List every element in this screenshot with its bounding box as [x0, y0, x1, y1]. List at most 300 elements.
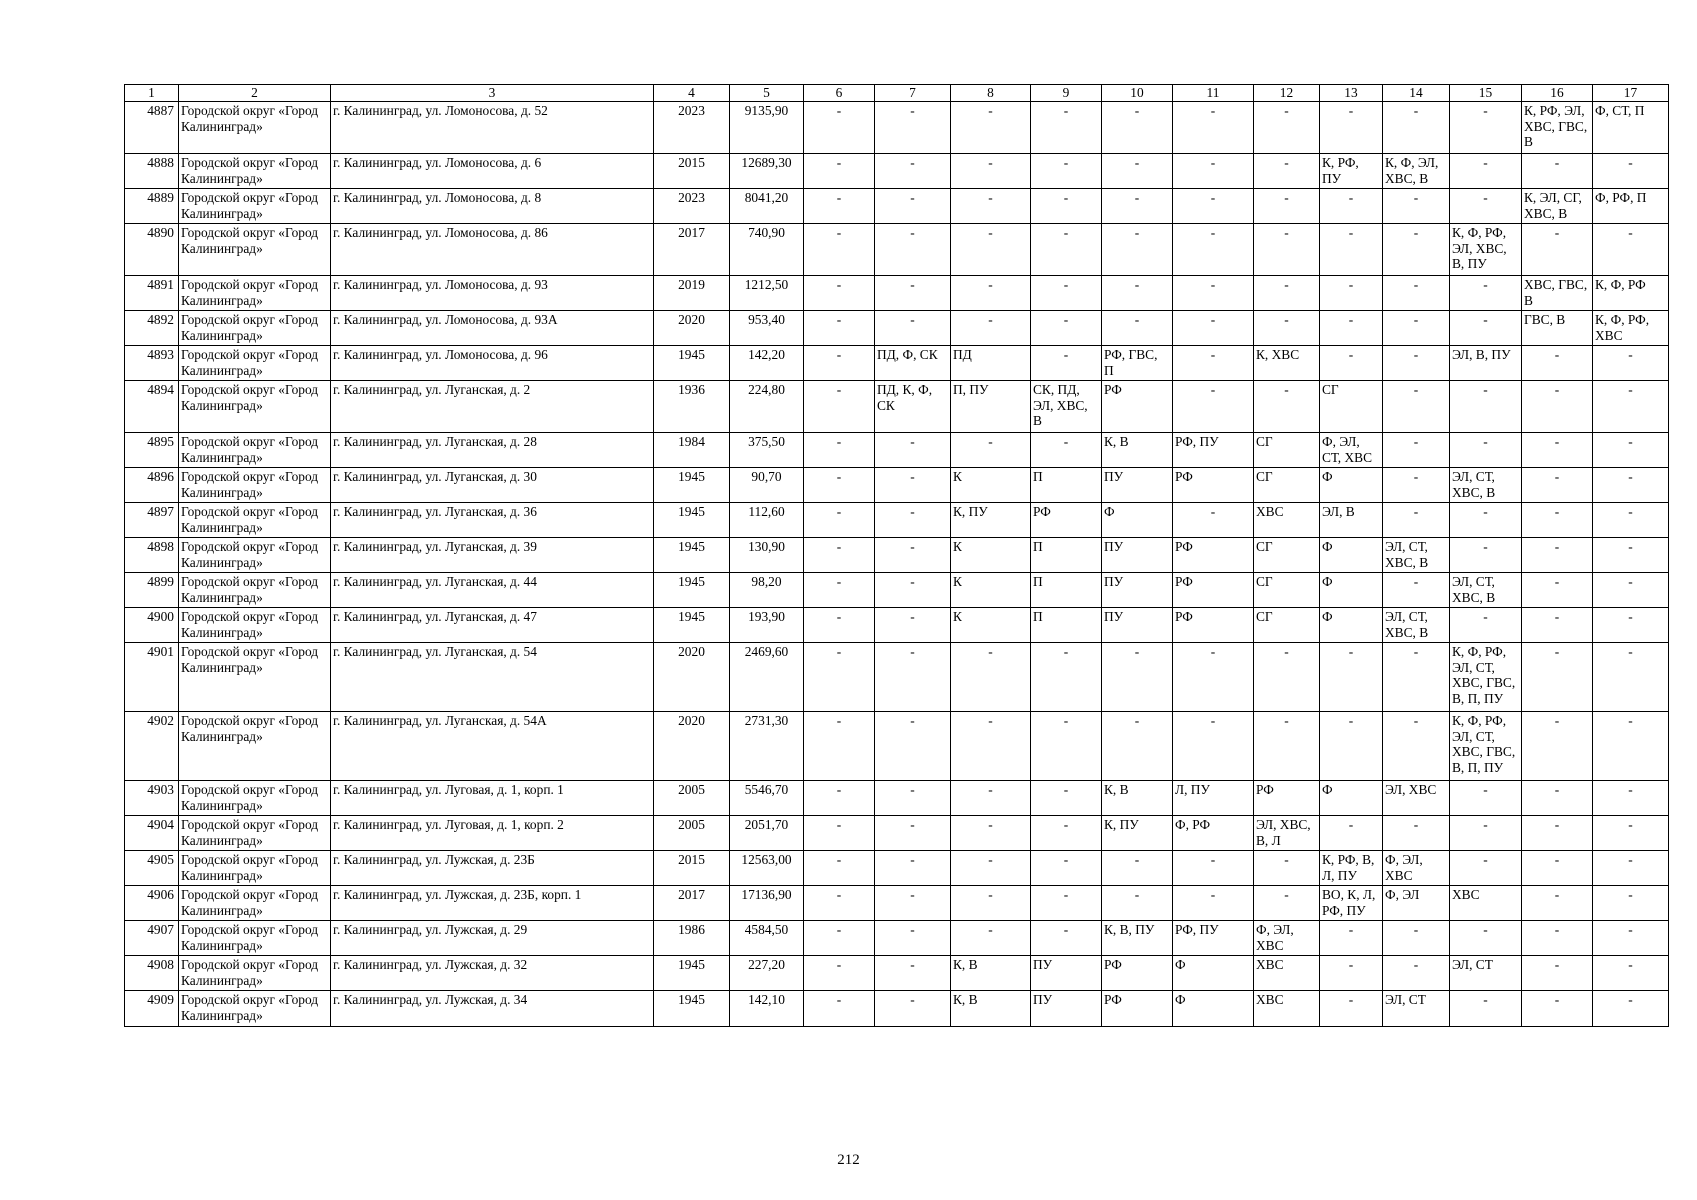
- cell-col-12: -: [1254, 154, 1320, 189]
- cell-col-9: -: [1031, 311, 1102, 346]
- cell-col-4: 2020: [654, 712, 730, 781]
- cell-col-2: Городской округ «Город Калининград»: [179, 991, 331, 1027]
- cell-col-11: -: [1173, 189, 1254, 224]
- cell-col-10: -: [1102, 311, 1173, 346]
- cell-col-4: 1945: [654, 956, 730, 991]
- cell-col-16: -: [1522, 921, 1593, 956]
- cell-col-15: К, Ф, РФ, ЭЛ, СТ, ХВС, ГВС, В, П, ПУ: [1450, 643, 1522, 712]
- cell-col-10: -: [1102, 276, 1173, 311]
- cell-col-10: Ф: [1102, 503, 1173, 538]
- cell-col-11: -: [1173, 154, 1254, 189]
- cell-col-13: Ф: [1320, 573, 1383, 608]
- column-header-5: 5: [730, 85, 804, 102]
- cell-col-14: -: [1383, 468, 1450, 503]
- cell-col-14: -: [1383, 921, 1450, 956]
- cell-col-9: -: [1031, 816, 1102, 851]
- cell-col-11: -: [1173, 224, 1254, 276]
- cell-col-17: -: [1593, 781, 1669, 816]
- cell-col-16: -: [1522, 224, 1593, 276]
- cell-col-12: ХВС: [1254, 503, 1320, 538]
- column-header-16: 16: [1522, 85, 1593, 102]
- cell-col-11: -: [1173, 851, 1254, 886]
- cell-col-3: г. Калининград, ул. Лужская, д. 23Б, корп. 1: [331, 886, 654, 921]
- cell-col-7: -: [875, 189, 951, 224]
- cell-col-11: -: [1173, 276, 1254, 311]
- cell-col-7: ПД, К, Ф, СК: [875, 381, 951, 433]
- cell-col-7: -: [875, 468, 951, 503]
- table-header: [125, 85, 1669, 102]
- table-row: [125, 433, 1669, 468]
- cell-col-9: ПУ: [1031, 956, 1102, 991]
- cell-col-2: Городской округ «Город Калининград»: [179, 956, 331, 991]
- cell-col-6: -: [804, 311, 875, 346]
- cell-col-11: РФ: [1173, 468, 1254, 503]
- cell-col-13: -: [1320, 224, 1383, 276]
- cell-col-7: -: [875, 102, 951, 154]
- cell-col-15: -: [1450, 381, 1522, 433]
- cell-col-5: 4584,50: [730, 921, 804, 956]
- cell-col-8: К, В: [951, 991, 1031, 1027]
- cell-col-1: 4905: [125, 851, 179, 886]
- cell-col-10: К, В, ПУ: [1102, 921, 1173, 956]
- cell-col-11: -: [1173, 886, 1254, 921]
- cell-col-15: -: [1450, 851, 1522, 886]
- cell-col-17: -: [1593, 921, 1669, 956]
- cell-col-7: -: [875, 503, 951, 538]
- column-header-8: 8: [951, 85, 1031, 102]
- table-row: [125, 224, 1669, 276]
- cell-col-10: К, В: [1102, 433, 1173, 468]
- column-number-row: [125, 85, 1669, 102]
- column-header-15: 15: [1450, 85, 1522, 102]
- cell-col-3: г. Калининград, ул. Ломоносова, д. 93: [331, 276, 654, 311]
- cell-col-8: К: [951, 573, 1031, 608]
- cell-col-5: 12689,30: [730, 154, 804, 189]
- cell-col-12: СГ: [1254, 573, 1320, 608]
- cell-col-5: 5546,70: [730, 781, 804, 816]
- cell-col-2: Городской округ «Город Калининград»: [179, 886, 331, 921]
- cell-col-3: г. Калининград, ул. Ломоносова, д. 86: [331, 224, 654, 276]
- cell-col-17: -: [1593, 851, 1669, 886]
- cell-col-14: -: [1383, 573, 1450, 608]
- cell-col-3: г. Калининград, ул. Лужская, д. 29: [331, 921, 654, 956]
- cell-col-15: -: [1450, 189, 1522, 224]
- cell-col-3: г. Калининград, ул. Ломоносова, д. 52: [331, 102, 654, 154]
- cell-col-17: -: [1593, 608, 1669, 643]
- cell-col-6: -: [804, 276, 875, 311]
- cell-col-2: Городской округ «Город Калининград»: [179, 538, 331, 573]
- cell-col-5: 227,20: [730, 956, 804, 991]
- cell-col-13: -: [1320, 956, 1383, 991]
- cell-col-6: -: [804, 921, 875, 956]
- cell-col-7: -: [875, 921, 951, 956]
- column-header-14: 14: [1383, 85, 1450, 102]
- cell-col-16: -: [1522, 468, 1593, 503]
- table-row: [125, 311, 1669, 346]
- cell-col-1: 4897: [125, 503, 179, 538]
- cell-col-1: 4895: [125, 433, 179, 468]
- cell-col-6: -: [804, 189, 875, 224]
- cell-col-15: К, Ф, РФ, ЭЛ, СТ, ХВС, ГВС, В, П, ПУ: [1450, 712, 1522, 781]
- column-header-7: 7: [875, 85, 951, 102]
- cell-col-9: СК, ПД, ЭЛ, ХВС, В: [1031, 381, 1102, 433]
- cell-col-12: СГ: [1254, 608, 1320, 643]
- cell-col-14: -: [1383, 346, 1450, 381]
- table-row: [125, 712, 1669, 781]
- cell-col-8: -: [951, 816, 1031, 851]
- cell-col-5: 12563,00: [730, 851, 804, 886]
- cell-col-6: -: [804, 643, 875, 712]
- cell-col-1: 4907: [125, 921, 179, 956]
- cell-col-4: 1945: [654, 538, 730, 573]
- column-header-2: 2: [179, 85, 331, 102]
- cell-col-16: -: [1522, 154, 1593, 189]
- cell-col-16: ХВС, ГВС, В: [1522, 276, 1593, 311]
- cell-col-2: Городской округ «Город Калининград»: [179, 503, 331, 538]
- cell-col-16: -: [1522, 851, 1593, 886]
- cell-col-8: -: [951, 189, 1031, 224]
- cell-col-5: 8041,20: [730, 189, 804, 224]
- cell-col-10: ПУ: [1102, 573, 1173, 608]
- cell-col-12: -: [1254, 381, 1320, 433]
- cell-col-2: Городской округ «Город Калининград»: [179, 381, 331, 433]
- table-row: [125, 468, 1669, 503]
- cell-col-17: Ф, СТ, П: [1593, 102, 1669, 154]
- cell-col-1: 4902: [125, 712, 179, 781]
- cell-col-12: СГ: [1254, 468, 1320, 503]
- cell-col-11: Ф: [1173, 956, 1254, 991]
- column-header-12: 12: [1254, 85, 1320, 102]
- cell-col-4: 1945: [654, 503, 730, 538]
- cell-col-11: -: [1173, 311, 1254, 346]
- cell-col-10: ПУ: [1102, 608, 1173, 643]
- cell-col-14: К, Ф, ЭЛ, ХВС, В: [1383, 154, 1450, 189]
- cell-col-14: -: [1383, 712, 1450, 781]
- table-row: [125, 608, 1669, 643]
- cell-col-10: -: [1102, 643, 1173, 712]
- cell-col-2: Городской округ «Город Калининград»: [179, 851, 331, 886]
- cell-col-8: -: [951, 643, 1031, 712]
- cell-col-12: ХВС: [1254, 956, 1320, 991]
- cell-col-11: РФ: [1173, 608, 1254, 643]
- cell-col-1: 4900: [125, 608, 179, 643]
- cell-col-5: 953,40: [730, 311, 804, 346]
- column-header-9: 9: [1031, 85, 1102, 102]
- cell-col-11: РФ, ПУ: [1173, 921, 1254, 956]
- cell-col-17: -: [1593, 433, 1669, 468]
- cell-col-4: 2023: [654, 189, 730, 224]
- cell-col-11: -: [1173, 503, 1254, 538]
- cell-col-13: -: [1320, 102, 1383, 154]
- cell-col-9: -: [1031, 154, 1102, 189]
- cell-col-5: 112,60: [730, 503, 804, 538]
- cell-col-7: -: [875, 538, 951, 573]
- cell-col-7: ПД, Ф, СК: [875, 346, 951, 381]
- cell-col-7: -: [875, 433, 951, 468]
- cell-col-7: -: [875, 816, 951, 851]
- cell-col-11: -: [1173, 381, 1254, 433]
- cell-col-3: г. Калининград, ул. Луганская, д. 30: [331, 468, 654, 503]
- cell-col-14: -: [1383, 503, 1450, 538]
- cell-col-16: -: [1522, 573, 1593, 608]
- table-row: [125, 538, 1669, 573]
- column-header-4: 4: [654, 85, 730, 102]
- cell-col-12: -: [1254, 851, 1320, 886]
- cell-col-7: -: [875, 956, 951, 991]
- cell-col-9: -: [1031, 643, 1102, 712]
- cell-col-8: К, ПУ: [951, 503, 1031, 538]
- cell-col-17: -: [1593, 154, 1669, 189]
- cell-col-13: -: [1320, 276, 1383, 311]
- table-row: [125, 503, 1669, 538]
- cell-col-13: Ф: [1320, 538, 1383, 573]
- cell-col-17: -: [1593, 381, 1669, 433]
- cell-col-1: 4901: [125, 643, 179, 712]
- page-number: 212: [837, 1152, 860, 1168]
- cell-col-4: 2017: [654, 224, 730, 276]
- cell-col-1: 4887: [125, 102, 179, 154]
- cell-col-1: 4892: [125, 311, 179, 346]
- cell-col-10: -: [1102, 886, 1173, 921]
- table-row: [125, 102, 1669, 154]
- cell-col-14: -: [1383, 643, 1450, 712]
- cell-col-10: -: [1102, 712, 1173, 781]
- cell-col-5: 142,20: [730, 346, 804, 381]
- cell-col-4: 2015: [654, 154, 730, 189]
- cell-col-13: -: [1320, 921, 1383, 956]
- cell-col-2: Городской округ «Город Калининград»: [179, 276, 331, 311]
- cell-col-16: -: [1522, 538, 1593, 573]
- cell-col-11: Л, ПУ: [1173, 781, 1254, 816]
- cell-col-15: ЭЛ, СТ: [1450, 956, 1522, 991]
- cell-col-1: 4898: [125, 538, 179, 573]
- cell-col-12: СГ: [1254, 538, 1320, 573]
- cell-col-8: -: [951, 154, 1031, 189]
- cell-col-5: 2731,30: [730, 712, 804, 781]
- cell-col-2: Городской округ «Город Калининград»: [179, 346, 331, 381]
- cell-col-12: ЭЛ, ХВС, В, Л: [1254, 816, 1320, 851]
- cell-col-14: -: [1383, 224, 1450, 276]
- cell-col-7: -: [875, 154, 951, 189]
- cell-col-4: 1945: [654, 573, 730, 608]
- cell-col-16: -: [1522, 991, 1593, 1027]
- cell-col-8: К: [951, 468, 1031, 503]
- cell-col-17: -: [1593, 643, 1669, 712]
- cell-col-11: РФ: [1173, 573, 1254, 608]
- cell-col-15: -: [1450, 781, 1522, 816]
- cell-col-3: г. Калининград, ул. Лужская, д. 34: [331, 991, 654, 1027]
- cell-col-8: -: [951, 224, 1031, 276]
- cell-col-9: -: [1031, 102, 1102, 154]
- cell-col-2: Городской округ «Город Калининград»: [179, 921, 331, 956]
- cell-col-6: -: [804, 781, 875, 816]
- cell-col-2: Городской округ «Город Калининград»: [179, 468, 331, 503]
- cell-col-14: ЭЛ, СТ, ХВС, В: [1383, 608, 1450, 643]
- cell-col-6: -: [804, 381, 875, 433]
- cell-col-15: К, Ф, РФ, ЭЛ, ХВС, В, ПУ: [1450, 224, 1522, 276]
- cell-col-8: -: [951, 851, 1031, 886]
- cell-col-1: 4908: [125, 956, 179, 991]
- cell-col-3: г. Калининград, ул. Ломоносова, д. 6: [331, 154, 654, 189]
- cell-col-4: 1945: [654, 468, 730, 503]
- cell-col-15: -: [1450, 503, 1522, 538]
- cell-col-15: -: [1450, 154, 1522, 189]
- table-row: [125, 851, 1669, 886]
- cell-col-8: К: [951, 538, 1031, 573]
- cell-col-9: -: [1031, 224, 1102, 276]
- cell-col-12: ХВС: [1254, 991, 1320, 1027]
- cell-col-16: -: [1522, 712, 1593, 781]
- cell-col-5: 224,80: [730, 381, 804, 433]
- table-body: [125, 102, 1669, 1027]
- cell-col-15: -: [1450, 102, 1522, 154]
- cell-col-7: -: [875, 781, 951, 816]
- cell-col-4: 2023: [654, 102, 730, 154]
- cell-col-5: 90,70: [730, 468, 804, 503]
- cell-col-6: -: [804, 956, 875, 991]
- cell-col-5: 2051,70: [730, 816, 804, 851]
- cell-col-2: Городской округ «Город Калининград»: [179, 224, 331, 276]
- cell-col-2: Городской округ «Город Калининград»: [179, 643, 331, 712]
- cell-col-17: К, Ф, РФ, ХВС: [1593, 311, 1669, 346]
- cell-col-6: -: [804, 851, 875, 886]
- cell-col-15: -: [1450, 538, 1522, 573]
- cell-col-16: -: [1522, 503, 1593, 538]
- cell-col-6: -: [804, 573, 875, 608]
- cell-col-1: 4906: [125, 886, 179, 921]
- cell-col-8: -: [951, 276, 1031, 311]
- cell-col-3: г. Калининград, ул. Луганская, д. 28: [331, 433, 654, 468]
- cell-col-14: -: [1383, 102, 1450, 154]
- cell-col-10: -: [1102, 224, 1173, 276]
- cell-col-2: Городской округ «Город Калининград»: [179, 189, 331, 224]
- cell-col-6: -: [804, 712, 875, 781]
- cell-col-3: г. Калининград, ул. Луганская, д. 2: [331, 381, 654, 433]
- cell-col-13: Ф: [1320, 468, 1383, 503]
- cell-col-14: Ф, ЭЛ, ХВС: [1383, 851, 1450, 886]
- cell-col-13: Ф: [1320, 781, 1383, 816]
- cell-col-4: 2020: [654, 311, 730, 346]
- cell-col-13: -: [1320, 189, 1383, 224]
- cell-col-11: -: [1173, 346, 1254, 381]
- cell-col-8: К, В: [951, 956, 1031, 991]
- cell-col-9: -: [1031, 712, 1102, 781]
- cell-col-13: Ф, ЭЛ, СТ, ХВС: [1320, 433, 1383, 468]
- cell-col-13: -: [1320, 311, 1383, 346]
- table-row: [125, 956, 1669, 991]
- cell-col-15: ЭЛ, В, ПУ: [1450, 346, 1522, 381]
- table-row: [125, 781, 1669, 816]
- cell-col-6: -: [804, 886, 875, 921]
- cell-col-16: -: [1522, 346, 1593, 381]
- cell-col-16: -: [1522, 381, 1593, 433]
- cell-col-1: 4903: [125, 781, 179, 816]
- cell-col-9: -: [1031, 886, 1102, 921]
- cell-col-2: Городской округ «Город Калининград»: [179, 154, 331, 189]
- cell-col-14: -: [1383, 433, 1450, 468]
- table-row: [125, 154, 1669, 189]
- column-header-6: 6: [804, 85, 875, 102]
- cell-col-8: -: [951, 433, 1031, 468]
- cell-col-17: -: [1593, 886, 1669, 921]
- table-row: [125, 189, 1669, 224]
- cell-col-14: -: [1383, 381, 1450, 433]
- cell-col-6: -: [804, 154, 875, 189]
- cell-col-1: 4896: [125, 468, 179, 503]
- cell-col-13: -: [1320, 346, 1383, 381]
- cell-col-7: -: [875, 991, 951, 1027]
- cell-col-17: -: [1593, 991, 1669, 1027]
- cell-col-9: П: [1031, 573, 1102, 608]
- cell-col-11: РФ, ПУ: [1173, 433, 1254, 468]
- cell-col-9: ПУ: [1031, 991, 1102, 1027]
- cell-col-3: г. Калининград, ул. Луговая, д. 1, корп. 1: [331, 781, 654, 816]
- table-row: [125, 816, 1669, 851]
- cell-col-7: -: [875, 851, 951, 886]
- cell-col-5: 130,90: [730, 538, 804, 573]
- cell-col-5: 740,90: [730, 224, 804, 276]
- cell-col-12: -: [1254, 224, 1320, 276]
- cell-col-3: г. Калининград, ул. Луганская, д. 54А: [331, 712, 654, 781]
- cell-col-3: г. Калининград, ул. Луганская, д. 36: [331, 503, 654, 538]
- cell-col-10: К, В: [1102, 781, 1173, 816]
- cell-col-17: -: [1593, 956, 1669, 991]
- cell-col-16: -: [1522, 816, 1593, 851]
- cell-col-4: 2020: [654, 643, 730, 712]
- cell-col-13: К, РФ, В, Л, ПУ: [1320, 851, 1383, 886]
- cell-col-14: ЭЛ, СТ: [1383, 991, 1450, 1027]
- cell-col-7: -: [875, 311, 951, 346]
- cell-col-11: РФ: [1173, 538, 1254, 573]
- cell-col-16: ГВС, В: [1522, 311, 1593, 346]
- cell-col-15: ЭЛ, СТ, ХВС, В: [1450, 468, 1522, 503]
- cell-col-9: П: [1031, 538, 1102, 573]
- cell-col-4: 1945: [654, 346, 730, 381]
- cell-col-11: Ф: [1173, 991, 1254, 1027]
- column-header-17: 17: [1593, 85, 1669, 102]
- cell-col-5: 142,10: [730, 991, 804, 1027]
- cell-col-15: -: [1450, 816, 1522, 851]
- cell-col-12: СГ: [1254, 433, 1320, 468]
- cell-col-14: ЭЛ, СТ, ХВС, В: [1383, 538, 1450, 573]
- cell-col-6: -: [804, 991, 875, 1027]
- table-row: [125, 381, 1669, 433]
- cell-col-14: -: [1383, 311, 1450, 346]
- cell-col-9: -: [1031, 189, 1102, 224]
- cell-col-1: 4904: [125, 816, 179, 851]
- cell-col-7: -: [875, 276, 951, 311]
- cell-col-17: Ф, РФ, П: [1593, 189, 1669, 224]
- cell-col-12: -: [1254, 712, 1320, 781]
- cell-col-4: 1945: [654, 608, 730, 643]
- cell-col-13: -: [1320, 712, 1383, 781]
- cell-col-6: -: [804, 346, 875, 381]
- cell-col-14: -: [1383, 816, 1450, 851]
- cell-col-11: Ф, РФ: [1173, 816, 1254, 851]
- cell-col-11: -: [1173, 102, 1254, 154]
- cell-col-9: РФ: [1031, 503, 1102, 538]
- cell-col-16: К, ЭЛ, СГ, ХВС, В: [1522, 189, 1593, 224]
- cell-col-15: -: [1450, 311, 1522, 346]
- cell-col-16: -: [1522, 433, 1593, 468]
- cell-col-8: -: [951, 921, 1031, 956]
- cell-col-3: г. Калининград, ул. Ломоносова, д. 96: [331, 346, 654, 381]
- cell-col-16: -: [1522, 608, 1593, 643]
- cell-col-14: -: [1383, 956, 1450, 991]
- cell-col-9: -: [1031, 781, 1102, 816]
- cell-col-7: -: [875, 224, 951, 276]
- cell-col-15: -: [1450, 433, 1522, 468]
